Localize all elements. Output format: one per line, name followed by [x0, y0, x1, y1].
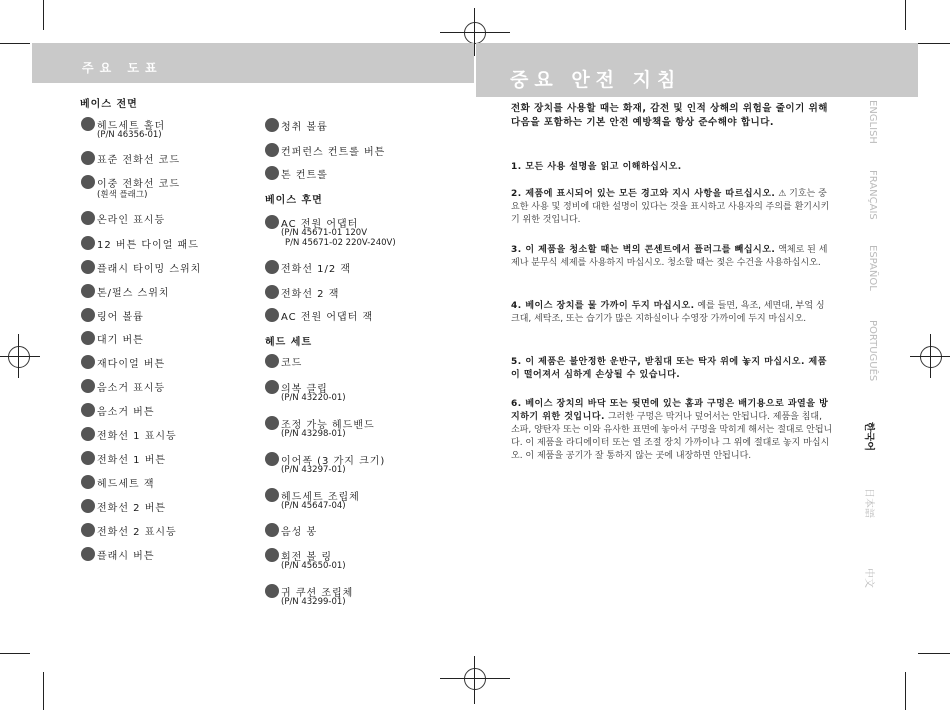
bullet-icon	[81, 427, 95, 441]
item-label: 음성 봉	[281, 527, 318, 538]
language-tab[interactable]	[863, 422, 908, 451]
bullet-icon	[81, 331, 95, 345]
language-tab[interactable]	[863, 488, 908, 518]
bullet-icon	[81, 475, 95, 489]
crop-mark	[905, 0, 906, 30]
instruction-heading: 1. 모든 사용 설명을 읽고 이해하십시오.	[511, 162, 682, 172]
language-tab-label: 한국어	[863, 422, 874, 451]
page-title: 중요 안전 지침	[510, 69, 682, 91]
item-label: 의복 클립	[281, 384, 328, 395]
registration-mark	[440, 32, 510, 33]
item-label: AC 전원 어댑터	[281, 219, 359, 230]
instruction-heading: 6. 베이스 장치의 바닥 또는 뒷면에 있는 홈과 구멍은 배기용으로 과열을 방지하기 위한 것입니다.	[511, 399, 829, 422]
item-label: 전화선 2 버튼	[97, 503, 167, 514]
language-tab-label: 日本語	[863, 488, 874, 518]
instruction-heading: 3. 이 제품을 청소할 때는 벽의 콘센트에서 플러그를 빼십시오.	[511, 245, 776, 255]
registration-mark	[474, 656, 475, 704]
instruction-body: 예를 들면, 욕조, 세면대, 부엌 싱크대, 세탁조, 또는 습기가 많은 지하실이나 수영장 가까이에 두지 마십시오.	[511, 301, 825, 324]
part-number: (P/N 45647-04)	[281, 501, 346, 511]
bullet-icon	[81, 284, 95, 298]
language-tab-label: FRANÇAIS	[867, 170, 878, 220]
item-label: 이중 전화선 코드	[97, 179, 180, 190]
bullet-icon	[81, 308, 95, 322]
language-tab-label: ESPAÑOL	[867, 245, 878, 291]
left-header-bar	[32, 43, 474, 83]
crop-mark	[918, 653, 950, 654]
item-label: 전화선 1 버튼	[97, 455, 167, 466]
intro-paragraph: 전화 장치를 사용할 때는 화재, 감전 및 인적 상해의 위험을 줄이기 위해 다음을 포함하는 기본 안전 예방책을 항상 준수해야 합니다.	[511, 103, 828, 128]
part-number: (P/N 46356-01)	[97, 130, 162, 140]
item-label: 재다이얼 버튼	[97, 359, 166, 370]
part-number: (P/N 45671-01 120V	[281, 228, 368, 238]
bullet-icon	[265, 354, 279, 368]
item-label: 플래시 타이밍 스위치	[97, 264, 202, 275]
bullet-icon	[265, 143, 279, 157]
bullet-icon	[81, 403, 95, 417]
item-label: 플래시 버튼	[97, 551, 155, 562]
item-label: 헤드세트 홀더	[97, 121, 166, 132]
bullet-icon	[265, 118, 279, 132]
part-number: (P/N 43297-01)	[281, 465, 346, 475]
crop-mark	[905, 672, 906, 710]
instruction-item	[511, 161, 833, 174]
language-tab[interactable]	[867, 170, 908, 220]
item-label: AC 전원 어댑터 잭	[281, 312, 374, 323]
page-title: 주요 도표	[82, 61, 163, 75]
part-number: P/N 45671-02 220V-240V)	[285, 238, 396, 248]
part-number: (P/N 45650-01)	[281, 561, 346, 571]
bullet-icon	[265, 416, 279, 430]
part-number: (P/N 43220-01)	[281, 393, 346, 403]
registration-mark	[920, 346, 942, 368]
registration-mark	[440, 678, 510, 679]
right-header-bar	[476, 43, 918, 97]
registration-mark	[0, 356, 40, 357]
registration-mark	[8, 346, 30, 368]
instruction-item	[511, 188, 833, 227]
registration-mark	[464, 668, 486, 690]
crop-mark	[43, 672, 44, 710]
crop-mark	[918, 43, 950, 44]
bullet-icon	[265, 166, 279, 180]
instruction-item	[511, 244, 833, 270]
item-label: 톤/펄스 스위치	[97, 288, 170, 299]
bullet-icon	[81, 211, 95, 225]
language-tab-label: ENGLISH	[867, 100, 878, 144]
bullet-icon	[265, 523, 279, 537]
bullet-icon	[81, 117, 95, 131]
instruction-item	[511, 398, 833, 463]
item-label: 전화선 2 표시등	[97, 527, 177, 538]
item-label: 12 버튼 다이얼 패드	[97, 240, 199, 251]
item-label: 귀 쿠션 조립체	[281, 588, 354, 599]
item-label: 톤 컨트롤	[281, 170, 328, 181]
instruction-item	[511, 300, 833, 326]
item-label: 조정 가능 헤드밴드	[281, 420, 375, 431]
part-number: (P/N 43298-01)	[281, 429, 346, 439]
section-heading: 베이스 전면	[80, 99, 138, 110]
instruction-heading: 4. 베이스 장치를 물 가까이 두지 마십시오.	[511, 301, 695, 311]
instruction-item	[511, 356, 833, 382]
item-label: 전화선 1/2 잭	[281, 264, 352, 275]
instruction-body: ⚠ 기호는 중요한 사용 및 정비에 대한 설명이 있다는 것을 표시하고 사용자의 주의를 환기시키기 위한 것입니다.	[511, 189, 830, 225]
bullet-icon	[81, 260, 95, 274]
language-tab[interactable]	[867, 100, 908, 144]
bullet-icon	[265, 548, 279, 562]
bullet-icon	[265, 452, 279, 466]
language-tab-label: PORTUGUÊS	[867, 320, 878, 382]
bullet-icon	[265, 285, 279, 299]
section-heading: 헤드 세트	[265, 337, 313, 348]
item-label: 전화선 1 표시등	[97, 431, 177, 442]
bullet-icon	[81, 355, 95, 369]
crop-mark	[0, 43, 30, 44]
bullet-icon	[81, 151, 95, 165]
section-heading: 베이스 후면	[265, 195, 323, 206]
instruction-heading: 5. 이 제품은 불안정한 운반구, 받침대 또는 탁자 위에 놓지 마십시오. 제품이 떨어져서 심하게 손상될 수 있습니다.	[511, 357, 827, 380]
bullet-icon	[81, 379, 95, 393]
item-label: 헤드세트 잭	[97, 479, 155, 490]
part-number: (흰색 플래그)	[97, 190, 148, 200]
bullet-icon	[265, 380, 279, 394]
bullet-icon	[81, 451, 95, 465]
bullet-icon	[81, 523, 95, 537]
item-label: 링어 볼륨	[97, 312, 144, 323]
registration-mark	[930, 334, 931, 378]
crop-mark	[43, 0, 44, 30]
item-label: 음소거 표시등	[97, 383, 166, 394]
language-tab-label: 中文	[863, 568, 874, 588]
item-label: 코드	[281, 358, 303, 369]
item-label: 음소거 버튼	[97, 407, 155, 418]
bullet-icon	[265, 260, 279, 274]
item-label: 표준 전화선 코드	[97, 155, 180, 166]
item-label: 청취 볼륨	[281, 122, 328, 133]
bullet-icon	[81, 547, 95, 561]
registration-mark	[464, 22, 486, 44]
bullet-icon	[265, 215, 279, 229]
language-tab[interactable]	[867, 320, 908, 382]
item-label: 온라인 표시등	[97, 215, 166, 226]
bullet-icon	[265, 488, 279, 502]
language-tab[interactable]	[863, 568, 908, 588]
item-label: 전화선 2 잭	[281, 289, 340, 300]
bullet-icon	[265, 308, 279, 322]
instruction-heading: 2. 제품에 표시되어 있는 모든 경고와 지시 사항을 따르십시오.	[511, 189, 776, 199]
instruction-body: 액체로 된 세제나 분무식 세제를 사용하지 마십시오. 청소할 때는 젖은 수건을 사용하십시오.	[511, 245, 828, 268]
item-label: 컨퍼런스 컨트롤 버튼	[281, 147, 386, 158]
registration-mark	[18, 334, 19, 378]
part-number: (P/N 43299-01)	[281, 597, 346, 607]
item-label: 대기 버튼	[97, 335, 144, 346]
instruction-body: 그러한 구멍은 막거나 덮어서는 안됩니다. 제품을 침대, 소파, 양탄자 또는 이와 유사한 표면에 놓아서 구멍을 막히게 해서는 절대로 안됩니다. 이 제품을 라디에이터 또는 열 조절 장치 가까이나 그 위에 절대로 놓지 마십시오. 이 제품을 공기가 잘 통하지 않는 곳에 내장하면 안됩니다.	[511, 412, 833, 461]
bullet-icon	[81, 499, 95, 513]
bullet-icon	[81, 175, 95, 189]
language-tab[interactable]	[867, 245, 908, 291]
crop-mark	[0, 653, 30, 654]
item-label: 헤드세트 조립체	[281, 492, 360, 503]
item-label: 이어폭 (3 가지 크기)	[281, 456, 386, 467]
bullet-icon	[265, 584, 279, 598]
bullet-icon	[81, 236, 95, 250]
item-label: 회전 볼 링	[281, 552, 332, 563]
